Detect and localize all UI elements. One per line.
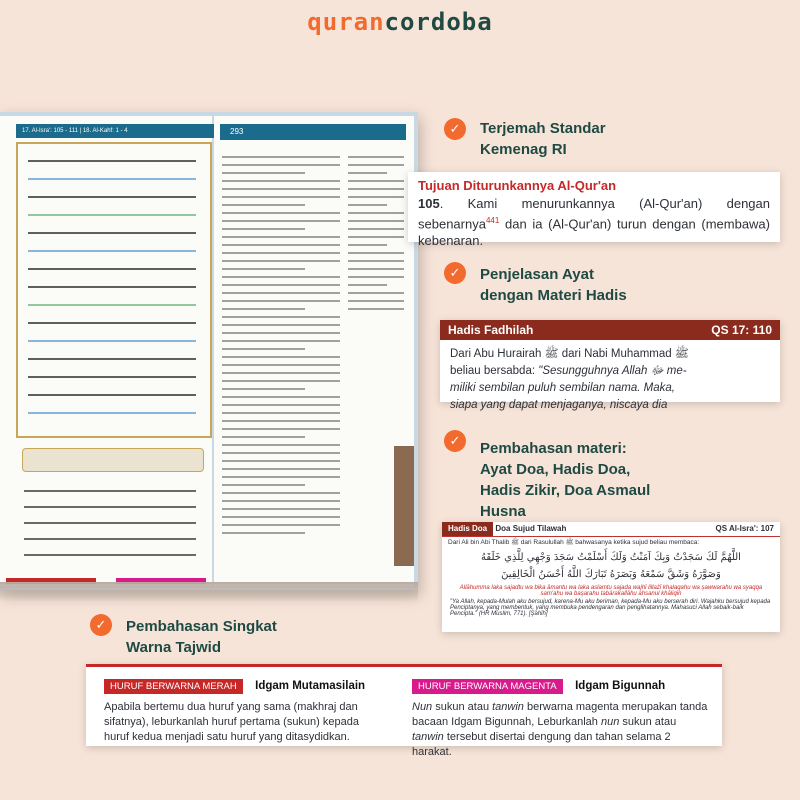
doa-arabic-2: وَصَوَّرَهُ وَشَقَّ سَمْعَهُ وَبَصَرَهُ تَبَارَكَ اللَّهُ أَحْسَنُ الْخَالِقِينَ xyxy=(501,569,721,580)
quran-book-image xyxy=(0,112,418,590)
hadis-card-body: Dari Abu Hurairah ﷺ dari Nabi Muhammad ﷺ beliau bersabda: "Sesungguhnya Allah ﷻ me- miliki sembilan puluh sembilan nama. Maka, siapa yang dapat menjaganya, niscaya dia xyxy=(450,348,689,411)
doa-card-title: Doa Sujud Tilawah xyxy=(495,524,567,533)
feature-tajwid xyxy=(126,616,277,658)
feature-pembahasan-materi xyxy=(480,438,650,522)
hadis-fadhilah-card xyxy=(440,320,780,411)
feature-line: Hadis Zikir, Doa Asmaul xyxy=(480,482,651,499)
verse-number: 105 xyxy=(418,196,440,211)
feature-line: Husna xyxy=(480,503,526,520)
red-rule-text: Apabila bertemu dua huruf yang sama (makhraj dan sifatnya), leburkanlah huruf pertama (sukun) kepada huruf kedua menjadi satu huruf yang ditasydidkan. xyxy=(104,701,359,743)
check-icon: ✓ xyxy=(90,614,112,636)
right-page-header: 293 xyxy=(220,124,406,140)
hadis-card-label: Hadis Fadhilah xyxy=(448,323,534,337)
tajwid-card xyxy=(86,664,722,758)
surah-side-tab xyxy=(394,446,414,566)
tajwid-red-section xyxy=(104,676,386,745)
feature-line: Pembahasan materi: xyxy=(480,440,627,457)
doa-meaning: "Ya Allah, kepada-Mulah aku bersujud, karena-Mu aku beriman, kepada-Mu aku berserah diri. Wajahku bersujud kepada Penciptanya, yang membentuk, yang membuka pendengaran dan penglihatannya. Mahasuci Allah sebaik-baik Pencipta." (HR Muslim, 771). [Şahīh] xyxy=(450,599,771,617)
translation-column xyxy=(222,150,340,534)
feature-terjemah xyxy=(480,118,606,160)
hadis-card-ref: QS 17: 110 xyxy=(711,323,772,337)
left-page-header: 17. Al-Isra': 105 - 111 | 18. Al-Kahf: 1 - 4 xyxy=(16,124,218,138)
feature-line: Warna Tajwid xyxy=(126,639,222,656)
book-right-page xyxy=(214,116,414,586)
hadis-doa-card xyxy=(442,522,780,632)
feature-line: Pembahasan Singkat xyxy=(126,618,277,635)
footnote-mark: 441 xyxy=(485,216,500,225)
tajwid-magenta-section xyxy=(412,676,708,760)
feature-line: Penjelasan Ayat xyxy=(480,266,594,283)
red-rule-label: Idgam Mutamasilain xyxy=(255,680,366,692)
terjemah-card-body: 105. Kami menurunkannya (Al-Qur'an) dengan sebenarnya$^{441}$ dan ia (Al-Qur'an) turun dengan (membawa) kebenaran. xyxy=(418,196,770,249)
feature-penjelasan xyxy=(480,264,627,306)
doa-intro: Dari Ali bin Abi Thalib ﷺ dari Rasulullah ﷺ bahwasanya ketika sujud beliau membaca: xyxy=(448,539,700,546)
feature-line: Terjemah Standar xyxy=(480,120,606,137)
magenta-rule-label: Idgam Bigunnah xyxy=(575,680,666,692)
check-icon: ✓ xyxy=(444,430,466,452)
doa-card-ref: QS Al-Isra': 107 xyxy=(715,524,774,533)
brand-part-2: cordoba xyxy=(384,8,493,36)
doa-arabic-1: اللَّهُمَّ لَكَ سَجَدْتُ وَبِكَ آمَنْتُ وَلَكَ أَسْلَمْتُ سَجَدَ وَجْهِي لِلَّذِي خَلَقَهُ xyxy=(481,552,741,563)
terjemah-card xyxy=(408,172,780,249)
hadis-card-header xyxy=(440,320,780,340)
magenta-rule-text: Nun sukun atau tanwin berwarna magenta merupakan tanda bacaan Idgam Bigunnah, Leburkanlah nun sukun atau tanwin tersebut disertai dengung dan tahan selama 2 harakat. xyxy=(412,701,708,758)
feature-line: Kemenag RI xyxy=(480,141,567,158)
feature-line: Ayat Doa, Hadis Doa, xyxy=(480,461,631,478)
doa-card-header xyxy=(442,522,780,537)
arabic-text-block xyxy=(16,476,208,556)
arabic-text-frame xyxy=(16,142,212,438)
terjemah-card-title: Tujuan Diturunkannya Al-Qur'an xyxy=(418,178,617,193)
doa-transliteration: Allāhumma laka sajadtu wa bika āmantu wa laka aslamtu sajada wajhī lillażī khalaqahu wa şawwarahu wa syaqqa sam'ahu wa başarahu tabārakallāhu ahsanul khāliqīn xyxy=(459,585,763,597)
magenta-badge: HURUF BERWARNA MAGENTA xyxy=(412,679,563,694)
brand-part-1: quran xyxy=(307,8,385,36)
brand-logo xyxy=(0,8,800,36)
check-icon: ✓ xyxy=(444,262,466,284)
red-badge: HURUF BERWARNA MERAH xyxy=(104,679,243,694)
feature-line: dengan Materi Hadis xyxy=(480,287,627,304)
doa-card-label: Hadis Doa xyxy=(442,522,493,536)
check-icon: ✓ xyxy=(444,118,466,140)
surah-title-band xyxy=(22,448,204,472)
book-left-page xyxy=(0,116,212,586)
commentary-column xyxy=(348,150,404,310)
